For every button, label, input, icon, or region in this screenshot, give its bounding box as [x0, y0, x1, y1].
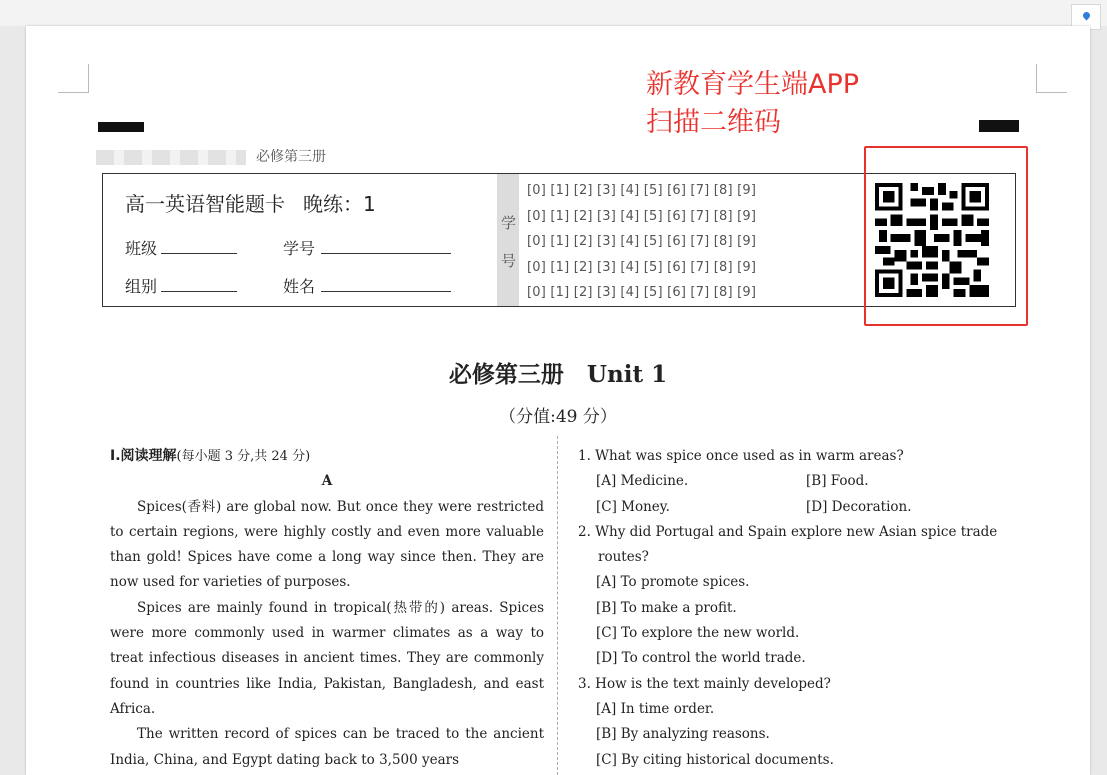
student-id-bubbles[interactable]	[527, 178, 756, 306]
option[interactable]: [C] By citing historical documents.	[596, 751, 834, 768]
app-promo-line1: 新教育学生端APP	[646, 69, 860, 100]
app-promo-line2: 扫描二维码	[646, 107, 781, 138]
option-row	[578, 495, 1018, 520]
book-header-label: 必修第三册	[256, 149, 326, 165]
digit-row[interactable]: [0] [1] [2] [3] [4] [5] [6] [7] [8] [9]	[527, 259, 757, 275]
option[interactable]: [B] By analyzing reasons.	[596, 726, 770, 743]
crop-mark-top-right	[1036, 64, 1067, 93]
class-field[interactable]	[125, 236, 237, 259]
question: 1. What was spice once used as in warm areas?	[578, 448, 904, 464]
crop-mark-top-left	[58, 64, 89, 93]
viewer-toolbar	[0, 0, 1107, 26]
student-no-field[interactable]	[283, 236, 451, 259]
option[interactable]: [C] Money.	[596, 498, 670, 515]
group-field[interactable]	[125, 274, 237, 297]
questions	[578, 444, 1018, 773]
name-label: 姓名	[283, 277, 316, 296]
column-divider	[557, 436, 558, 775]
group-label: 组别	[125, 277, 158, 296]
section-heading: Ⅰ.阅读理解(每小题 3 分,共 24 分)	[110, 448, 311, 464]
option[interactable]: [A] In time order.	[596, 700, 715, 717]
registration-mark-left	[98, 122, 144, 132]
registration-mark-right	[979, 120, 1019, 132]
option-row	[578, 469, 1018, 494]
passage-paragraph: The written record of spices can be traced to the ancient India, China, and Egypt dating back to 3,500 years	[110, 726, 544, 768]
option[interactable]: [A] Medicine.	[596, 473, 689, 490]
student-info	[103, 174, 497, 306]
option[interactable]: [B] Food.	[806, 473, 869, 490]
practice-label: 晚练：1	[303, 192, 376, 216]
option[interactable]: [D] To control the world trade.	[596, 650, 806, 667]
blurred-text	[96, 150, 246, 165]
card-title-text: 高一英语智能题卡	[125, 192, 285, 216]
question: 3. How is the text mainly developed?	[578, 675, 831, 692]
digit-row[interactable]: [0] [1] [2] [3] [4] [5] [6] [7] [8] [9]	[527, 285, 757, 300]
digit-row[interactable]: [0] [1] [2] [3] [4] [5] [6] [7] [8] [9]	[527, 183, 757, 198]
passage-letter: A	[321, 473, 333, 490]
reading-passage	[110, 444, 544, 773]
document-page	[26, 26, 1090, 775]
student-no-label: 学号	[283, 239, 316, 258]
option[interactable]: [A] To promote spices.	[596, 574, 750, 591]
location-pin-icon	[1082, 11, 1092, 21]
option[interactable]: [B] To make a profit.	[596, 599, 737, 616]
name-field[interactable]	[283, 274, 451, 297]
section-note: (每小题 3 分,共 24 分)	[176, 449, 311, 464]
passage-paragraph: Spices are mainly found in tropical(热带的) areas. Spices were more commonly used in warmer climates as a way to treat infectious diseases in ancient times. They are commonly found in countries like India, Pakistan, Bangladesh, and east Africa.	[110, 599, 544, 717]
class-label: 班级	[125, 239, 158, 258]
app-promo	[646, 66, 859, 142]
book-header	[96, 146, 326, 166]
passage-paragraph: Spices(香料) are global now. But once they were restricted to certain regions, were highly costly and even more valuable than gold! Spices have come a long way since then. They are now used for varieties of purposes.	[110, 498, 544, 591]
option[interactable]: [D] Decoration.	[806, 498, 912, 515]
question: 2. Why did Portugal and Spain explore new Asian spice trade routes?	[578, 523, 998, 566]
digit-row[interactable]: [0] [1] [2] [3] [4] [5] [6] [7] [8] [9]	[527, 208, 757, 224]
document-title: 必修第三册 Unit 1	[448, 361, 668, 388]
card-title	[125, 188, 376, 217]
digit-row[interactable]: [0] [1] [2] [3] [4] [5] [6] [7] [8] [9]	[527, 234, 757, 249]
qr-code-icon	[874, 183, 990, 297]
student-id-label: 学 号	[497, 174, 519, 306]
option[interactable]: [C] To explore the new world.	[596, 625, 800, 642]
score-note: （分值:49 分）	[499, 407, 617, 427]
